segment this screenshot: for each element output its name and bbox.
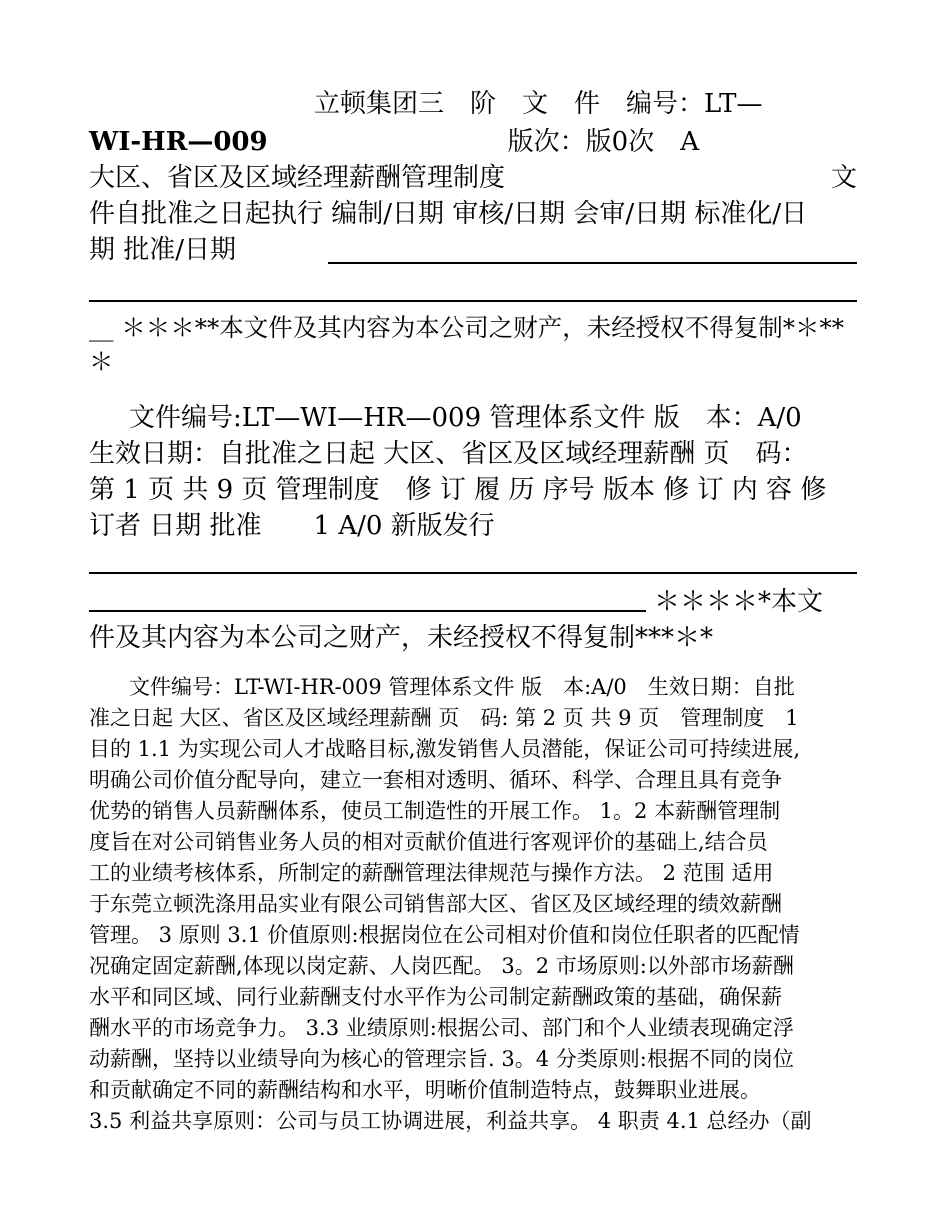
doc-header-line2	[89, 124, 857, 160]
doc-header-line3	[89, 160, 857, 196]
body-line: 水平和同区域、同行业薪酬支付水平作为公司制定薪酬政策的基础，确保薪	[89, 985, 782, 1009]
block2-line1: 文件编号:LT—WI—HR—009 管理体系文件 版 本：A/0	[129, 403, 802, 433]
body-line: 文件编号：LT-WI-HR-009 管理体系文件 版 本:A/0 生效日期：自批	[129, 675, 795, 699]
body-line: 酬水平的市场竞争力。 3.3 业绩原则:根据公司、部门和个人业绩表现确定浮	[89, 1016, 794, 1040]
copyright-notice-1-tail: ＊	[89, 347, 114, 376]
body-line: 管理。 3 原则 3.1 价值原则:根据岗位在公司相对价值和岗位任职者的匹配情	[89, 923, 800, 947]
body-line: 3.5 利益共享原则：公司与员工协调进展，利益共享。 4 职责 4.1 总经办（副	[89, 1109, 812, 1133]
doc-header-line1: 立顿集团三 阶 文 件 编号：LT—	[314, 89, 763, 119]
body-line: 目的 1.1 为实现公司人才战略目标,激发销售人员潜能，保证公司可持续进展,	[89, 737, 801, 761]
body-line: 和贡献确定不同的薪酬结构和水平，明晰价值制造特点，鼓舞职业进展。	[89, 1078, 761, 1102]
block2-line2: 生效日期：自批准之日起 大区、省区及区域经理薪酬 页 码：	[89, 439, 808, 469]
doc-title: 大区、省区及区域经理薪酬管理制度	[89, 163, 506, 193]
body-line: 工的业绩考核体系，所制定的薪酬管理法律规范与操作方法。 2 范围 适用	[89, 861, 774, 885]
body-line: 于东莞立顿洗涤用品实业有限公司销售部大区、省区及区域经理的绩效薪酬	[89, 892, 782, 916]
revision-rule-2	[89, 610, 646, 612]
signature-rule-1	[328, 262, 857, 264]
body-line: 动薪酬，坚持以业绩导向为核心的管理宗旨. 3。4 分类原则:根据不同的岗位	[89, 1047, 794, 1071]
block2-line3: 第 1 页 共 9 页 管理制度 修 订 履 历 序号 版本 修 订 内 容 修	[89, 475, 827, 505]
body-line: 况确定固定薪酬,体现以岗定薪、人岗匹配。 3。2 市场原则:以外部市场薪酬	[89, 954, 794, 978]
body-line: 优势的销售人员薪酬体系，使员工制造性的开展工作。 1。2 本薪酬管理制	[89, 799, 781, 823]
doc-header-line5: 期 批准/日期	[89, 235, 237, 265]
block2-line4: 订者 日期 批准 1 A/0 新版发行	[89, 511, 495, 541]
body-line: 明确公司价值分配导向，建立一套相对透明、循环、科学、合理且具有竞争	[89, 768, 782, 792]
signature-rule-2	[89, 300, 857, 302]
body-line: 度旨在对公司销售业务人员的相对贡献价值进行客观评价的基础上,结合员	[89, 830, 768, 854]
doc-version: 版次：版0次 A	[507, 127, 699, 157]
body-text	[89, 672, 857, 1137]
doc-header-line4: 件自批准之日起执行 编制/日期 审核/日期 会审/日期 标准化/日	[89, 199, 808, 229]
doc-title-wrap: 文	[830, 163, 857, 193]
copyright-notice-2: 件及其内容为本公司之财产，未经授权不得复制***＊*	[89, 623, 714, 653]
revision-rule-1	[89, 572, 857, 574]
copyright-notice-1: __ ＊＊＊**本文件及其内容为本公司之财产，未经授权不得复制*＊**	[89, 313, 845, 342]
doc-code: WI-HR—009	[89, 127, 268, 157]
copyright-notice-2-start: ＊＊＊＊*本文	[654, 587, 824, 617]
body-line: 准之日起 大区、省区及区域经理薪酬 页 码: 第 2 页 共 9 页 管理制度 1	[89, 706, 799, 730]
